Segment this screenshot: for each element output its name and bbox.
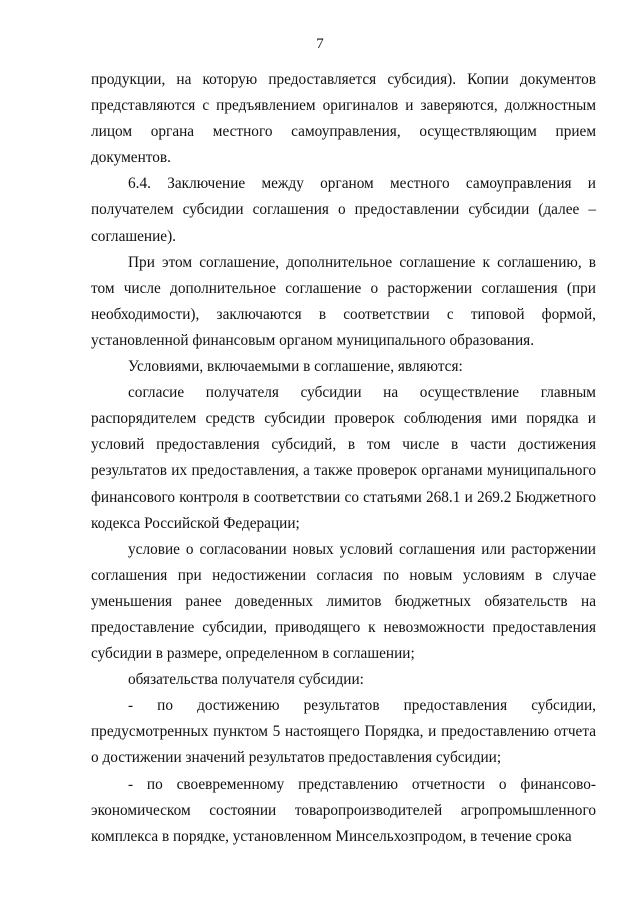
paragraph: 6.4. Заключение между органом местного самоуправления и получателем субсидии соглашения о предоставлении субсидии (далее – соглашение).	[91, 175, 596, 245]
page-number: 7	[316, 36, 324, 52]
paragraph: условие о согласовании новых условий соглашения или расторжении соглашения при недостижении согласия по новым условиям в случае уменьшения ранее доведенных лимитов бюджетных обязательств на предоставление субсидии, приводящего к невозможности предоставления субсидии в размере, определенном в соглашении;	[91, 540, 596, 663]
paragraph: продукции, на которую предоставляется субсидия). Копии документов представляются с предъявлением оригиналов и заверяются, должностным лицом органа местного самоуправления, осуществляющим прием документов.	[91, 71, 596, 167]
paragraph: согласие получателя субсидии на осуществление главным распорядителем средств субсидии проверок соблюдения ими порядка и условий предоставления субсидий, в том числе в части достижения результатов их предоставления, а также проверок органами муниципального финансового контроля в соответствии со статьями 268.1 и 269.2 Бюджетного кодекса Российской Федерации;	[91, 384, 596, 532]
paragraph: обязательства получателя субсидии:	[128, 671, 364, 689]
paragraph: Условиями, включаемыми в соглашение, являются:	[128, 358, 463, 376]
paragraph: - по своевременному представлению отчетности о финансово-экономическом состоянии товаропроизводителей агропромышленного комплекса в порядке, установленном Минсельхозпродом, в течение срока	[91, 775, 596, 845]
document-body	[91, 67, 596, 850]
paragraph: При этом соглашение, дополнительное соглашение к соглашению, в том числе дополнительное соглашение о расторжении соглашения (при необходимости), заключаются в соответствии с типовой формой, установленной финансовым органом муниципального образования.	[91, 253, 596, 349]
paragraph: - по достижению результатов предоставления субсидии, предусмотренных пунктом 5 настоящего Порядка, и предоставлению отчета о достижении значений результатов предоставления субсидии;	[91, 697, 596, 767]
